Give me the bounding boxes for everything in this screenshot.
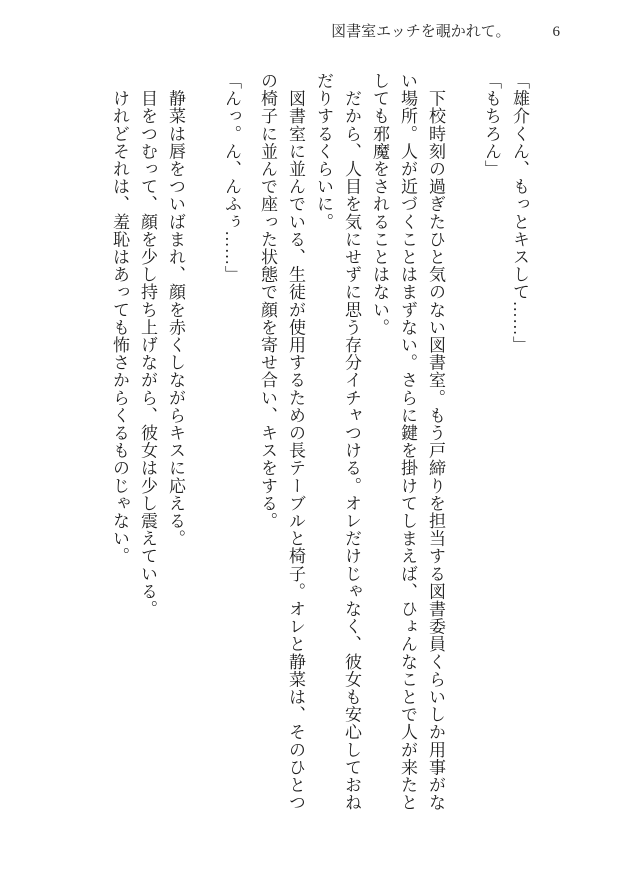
text-line: 「んっ。ん、んふぅ……」 bbox=[222, 72, 241, 284]
page-header bbox=[331, 20, 560, 41]
text-line: 「雄介くん、もっとキスして……」 bbox=[510, 72, 529, 354]
text-line: 目をつむって、顔を少し持ち上げながら、彼女は少し震えている。 bbox=[138, 72, 157, 618]
page-number: 6 bbox=[552, 24, 560, 40]
text-line: 図書室に並んでいる、生徒が使用するための長テーブルと椅子。オレと静菜は、そのひとつの椅子に並んで座った状態で顔を寄せ合い、キスをする。 bbox=[258, 72, 305, 812]
text-line: けれどそれは、羞恥はあっても怖さからくるものじゃない。 bbox=[110, 72, 129, 565]
blank-line bbox=[449, 72, 477, 814]
running-title: 図書室エッチを覗かれて。 bbox=[331, 24, 511, 40]
body-text bbox=[105, 72, 533, 814]
text-line: 静菜は唇をついばまれ、顔を赤くしながらキスに応える。 bbox=[166, 72, 185, 548]
text-line: 下校時刻の過ぎたひと気のない図書室。もう戸締りを担当する図書委員くらいしか用事がない場所。人が近づくことはまずない。さらに鍵を掛けてしまえば、ひょんなことで人が来たとしても邪魔をされることはない。 bbox=[370, 72, 445, 812]
text-line: 「もちろん」 bbox=[482, 72, 501, 178]
blank-line bbox=[189, 72, 217, 814]
text-line: だから、人目を気にせずに思う存分イチャつける。オレだけじゃなく、彼女も安心しておねだりするくらいに。 bbox=[314, 72, 361, 812]
